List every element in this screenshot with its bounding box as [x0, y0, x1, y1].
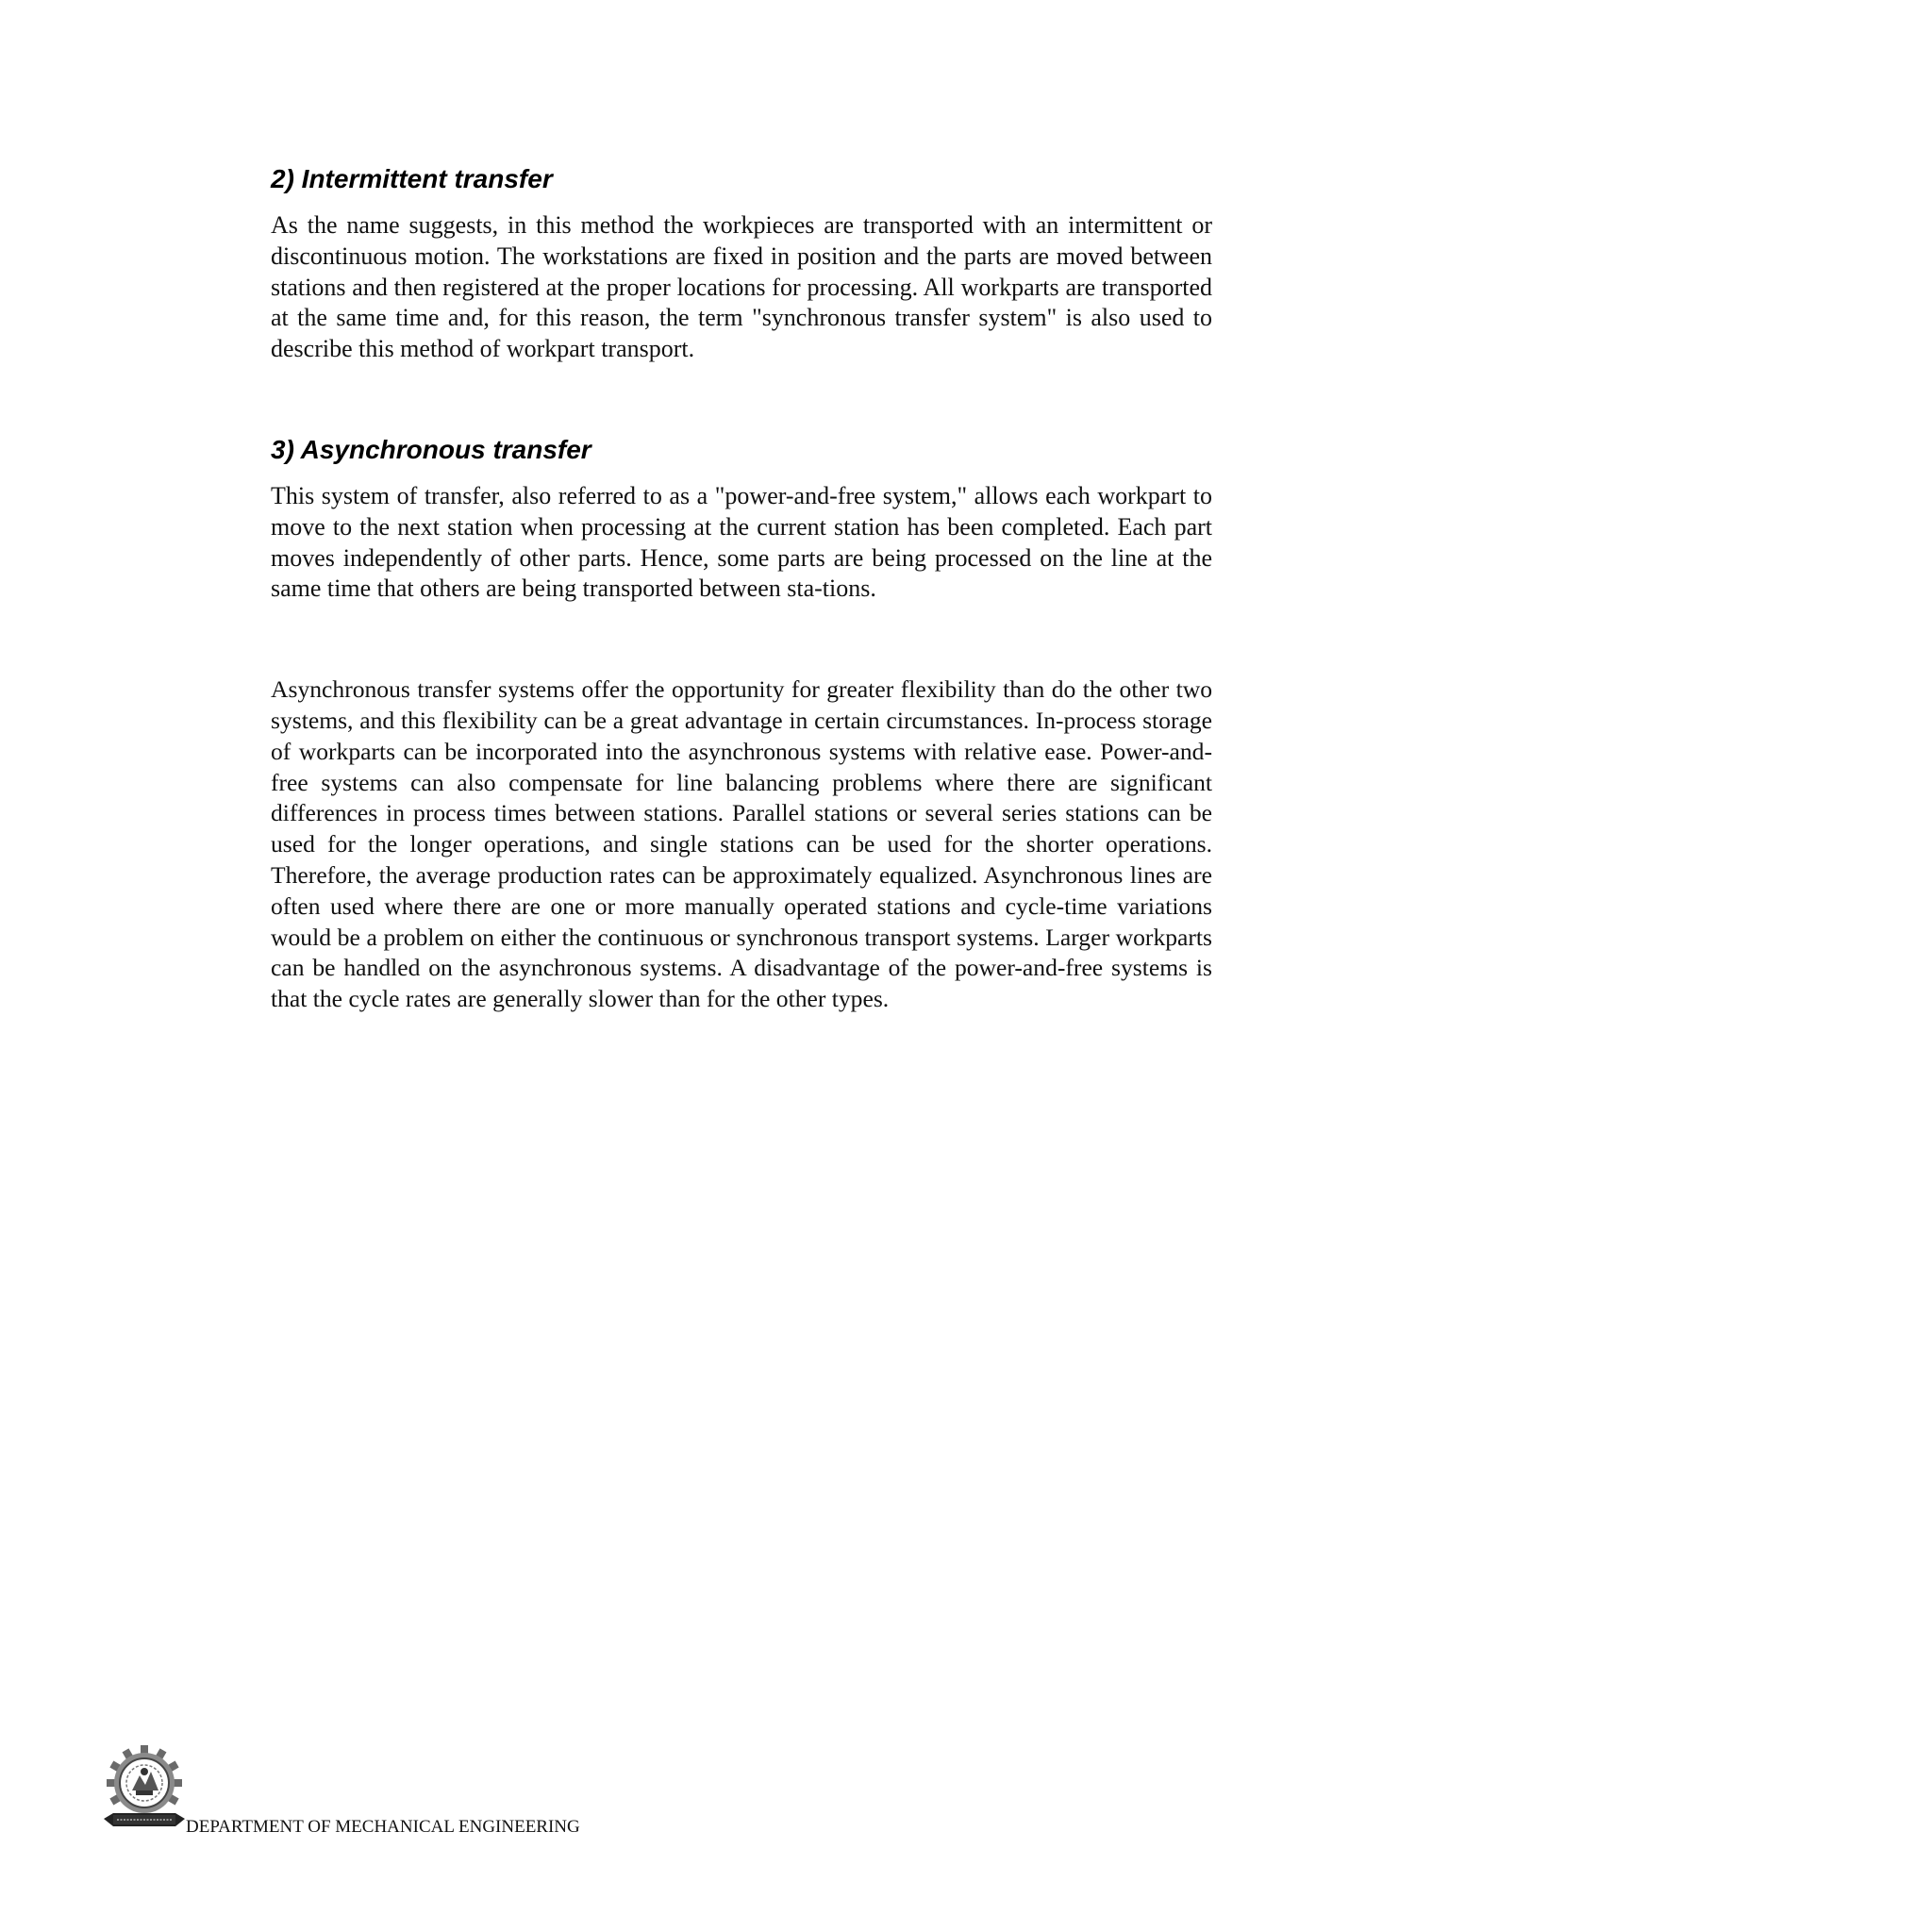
paragraph-asynchronous-transfer: This system of transfer, also referred to as a "power-and-free system," allows each workpart to move to the next station when processing at the current station has been completed. Each part moves independently of other parts. Hence, some parts are being processed on the line at the same time that others are being transported between sta-tions. [271, 481, 1212, 603]
section-heading-asynchronous-transfer: 3) Asynchronous transfer [271, 434, 591, 464]
page-footer [102, 1743, 762, 1838]
paragraph-asynchronous-advantages: Asynchronous transfer systems offer the opportunity for greater flexibility than do the other two systems, and this flexibility can be a great advantage in certain circumstances. In-process storage of workparts can be incorporated into the asynchronous systems with relative ease. Power-and-free systems can also compensate for line balancing problems where there are significant differences in process times between stations. Parallel stations or several series stations can be used for the longer operations, and single stations can be used for the shorter operations. Therefore, the average production rates can be approximately equalized. Asynchronous lines are often used where there are one or more manually operated stations and cycle-time variations would be a problem on either the continuous or synchronous transport systems. Larger workparts can be handled on the asynchronous systems. A disadvantage of the power-and-free systems is that the cycle rates are generally slower than for the other types. [271, 675, 1212, 1013]
section-heading-intermittent-transfer: 2) Intermittent transfer [271, 164, 553, 193]
document-body [271, 162, 1212, 1015]
department-name: DEPARTMENT OF MECHANICAL ENGINEERING [186, 1817, 580, 1837]
gear-emblem-icon [102, 1743, 187, 1836]
paragraph-intermittent-transfer: As the name suggests, in this method the workpieces are transported with an intermittent or discontinuous motion. The workstations are fixed in position and the parts are moved between stations and then registered at the proper locations for processing. All workparts are transported at the same time and, for this reason, the term "synchronous transfer system" is also used to describe this method of workpart transport. [271, 211, 1212, 363]
